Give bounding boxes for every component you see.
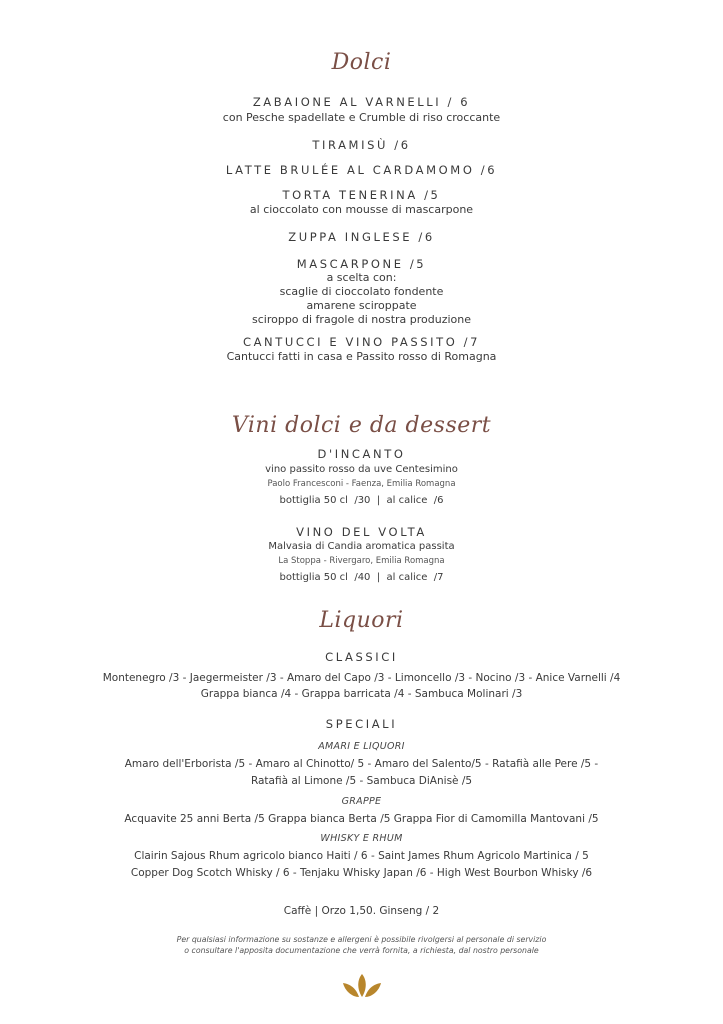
speciali-line: Acquavite 25 anni Berta /5 Grappa bianca Berta /5 Grappa Fior di Camomilla Mantovani /5 (124, 813, 599, 825)
wine-producer: Paolo Francesconi - Faenza, Emilia Romagna (267, 479, 456, 489)
dolci-item-name: TORTA TENERINA /5 (282, 188, 441, 202)
speciali-group-label: AMARI E LIQUORI (318, 741, 405, 752)
speciali-group-label: WHISKY E RHUM (320, 833, 403, 844)
liquori-title: Liquori (319, 608, 404, 633)
dolci-item-name: LATTE BRULÉE AL CARDAMOMO /6 (225, 163, 498, 177)
wine-price: bottiglia 50 cl /30 | al calice /6 (279, 495, 444, 506)
allergen-note-line: Per qualsiasi informazione su sostanze e allergeni è possibile rivolgersi al personale di servizio (176, 935, 547, 944)
allergen-note-line: o consultare l'apposita documentazione che verrà fornita, a richiesta, dal nostro personale (184, 946, 539, 955)
wine-desc: vino passito rosso da uve Centesimino (265, 464, 458, 475)
dolci-item-desc-line: scaglie di cioccolato fondente (279, 285, 444, 298)
footer-logo (0, 973, 723, 1001)
wine-name: VINO DEL VOLTA (296, 525, 427, 539)
dolci-item-desc: al cioccolato con mousse di mascarpone (249, 203, 474, 216)
speciali-line: Copper Dog Scotch Whisky / 6 - Tenjaku Whisky Japan /6 - High West Bourbon Whisky /6 (130, 867, 593, 879)
vini-title: Vini dolci e da dessert (231, 413, 492, 438)
wine-desc: Malvasia di Candia aromatica passita (268, 541, 455, 552)
classici-line: Grappa bianca /4 - Grappa barricata /4 - Sambuca Molinari /3 (200, 688, 523, 700)
lotus-icon (340, 973, 384, 1001)
dolci-item-name: ZABAIONE AL VARNELLI / 6 (252, 95, 471, 109)
dolci-item-name: TIRAMISÙ /6 (312, 138, 411, 152)
speciali-line: Amaro dell'Erborista /5 - Amaro al Chinotto/ 5 - Amaro del Salento/5 - Ratafià alle Pere /5 - (124, 758, 599, 770)
speciali-heading: SPECIALI (325, 717, 398, 731)
dolci-item-desc-line: a scelta con: (326, 271, 397, 284)
dolci-item-desc: con Pesche spadellate e Crumble di riso croccante (222, 111, 501, 124)
dolci-item-name: ZUPPA INGLESE /6 (288, 230, 435, 244)
speciali-line: Ratafià al Limone /5 - Sambuca DiAnisè /5 (250, 775, 473, 787)
dolci-item-desc-line: sciroppo di fragole di nostra produzione (251, 313, 472, 326)
speciali-group-label: GRAPPE (341, 796, 382, 807)
dolci-title: Dolci (331, 50, 392, 75)
dolci-item-desc-line: amarene sciroppate (306, 299, 417, 312)
caffe-line: Caffè | Orzo 1,50. Ginseng / 2 (283, 905, 440, 917)
wine-price: bottiglia 50 cl /40 | al calice /7 (279, 572, 444, 583)
dolci-item-desc: Cantucci fatti in casa e Passito rosso di Romagna (226, 350, 497, 363)
dolci-item-name: CANTUCCI E VINO PASSITO /7 (242, 335, 481, 349)
speciali-line: Clairin Sajous Rhum agricolo bianco Haiti / 6 - Saint James Rhum Agricolo Martinica / 5 (134, 850, 589, 862)
classici-heading: CLASSICI (325, 650, 398, 664)
dolci-item-name: MASCARPONE /5 (296, 257, 427, 271)
wine-name: D'INCANTO (317, 447, 406, 461)
wine-producer: La Stoppa - Rivergaro, Emilia Romagna (278, 556, 445, 566)
classici-line: Montenegro /3 - Jaegermeister /3 - Amaro del Capo /3 - Limoncello /3 - Nocino /3 - Anice Varnelli /4 (102, 672, 621, 684)
